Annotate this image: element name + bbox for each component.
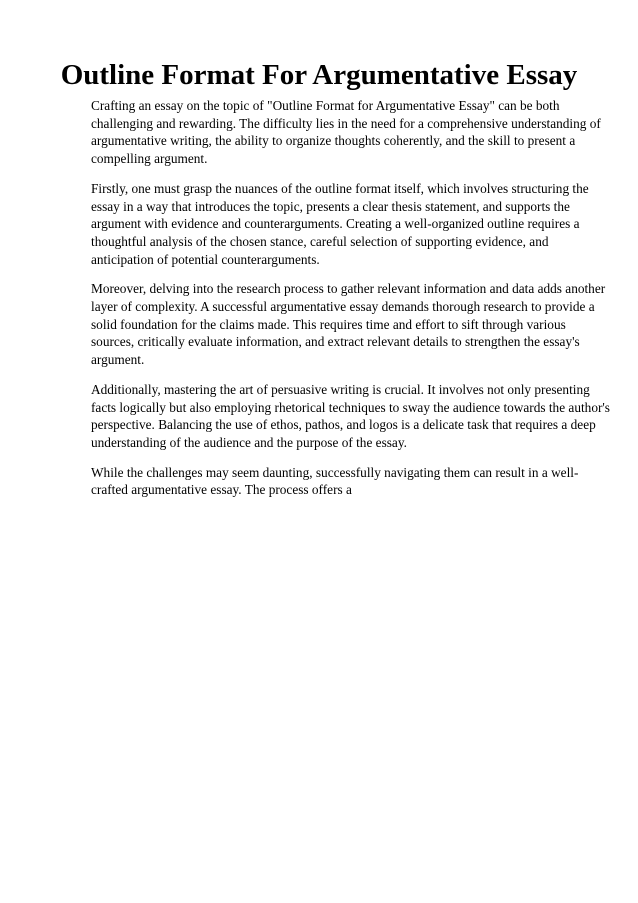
text-line: argument with evidence and counterarguments. Creating a well-organized outline requires a xyxy=(91,216,580,232)
text-line: Moreover, delving into the research process to gather relevant information and data adds another xyxy=(91,281,606,297)
paragraph-4 xyxy=(91,381,611,452)
text-line: perspective. Balancing the use of ethos, pathos, and logos is a delicate task that requires a deep xyxy=(91,417,596,433)
text-line: Crafting an essay on the topic of "Outline Format for Argumentative Essay" can be both xyxy=(91,98,560,113)
text-line: Firstly, one must grasp the nuances of the outline format itself, which involves structuring the xyxy=(91,180,589,196)
document-title: Outline Format For Argumentative Essay xyxy=(60,59,578,91)
text-line: layer of complexity. A successful argumentative essay demands thorough research to provide a xyxy=(91,299,595,315)
paragraph-2 xyxy=(91,180,611,269)
text-line: solid foundation for the claims made. This requires time and effort to sift through various xyxy=(91,316,566,332)
text-line: compelling argument. xyxy=(91,151,208,167)
paragraph-5 xyxy=(91,464,611,499)
paragraph-3 xyxy=(91,280,611,369)
text-line: argumentative writing, the ability to organize thoughts coherently, and the skill to present a xyxy=(91,133,576,149)
document-body xyxy=(91,97,611,511)
text-line: thoughtful analysis of the chosen stance, careful selection of supporting evidence, and xyxy=(91,233,549,249)
text-line: understanding of the audience and the purpose of the essay. xyxy=(91,434,407,450)
text-line: While the challenges may seem daunting, successfully navigating them can result in a well- xyxy=(91,464,579,480)
text-line: Additionally, mastering the art of persuasive writing is crucial. It involves not only presenting xyxy=(91,381,590,397)
text-line: anticipation of potential counterarguments. xyxy=(91,251,320,267)
text-line: argument. xyxy=(91,352,145,368)
text-line: essay in a way that introduces the topic, presents a clear thesis statement, and supports the xyxy=(91,198,570,214)
text-line: crafted argumentative essay. The process offers a xyxy=(91,482,352,498)
paragraph-1 xyxy=(91,97,611,168)
text-line: challenging and rewarding. The difficulty lies in the need for a comprehensive understanding of xyxy=(91,115,601,131)
text-line: facts logically but also employing rhetorical techniques to sway the audience towards the author's xyxy=(91,399,610,415)
text-line: sources, critically evaluate information, and extract relevant details to strengthen the essay's xyxy=(91,334,580,350)
